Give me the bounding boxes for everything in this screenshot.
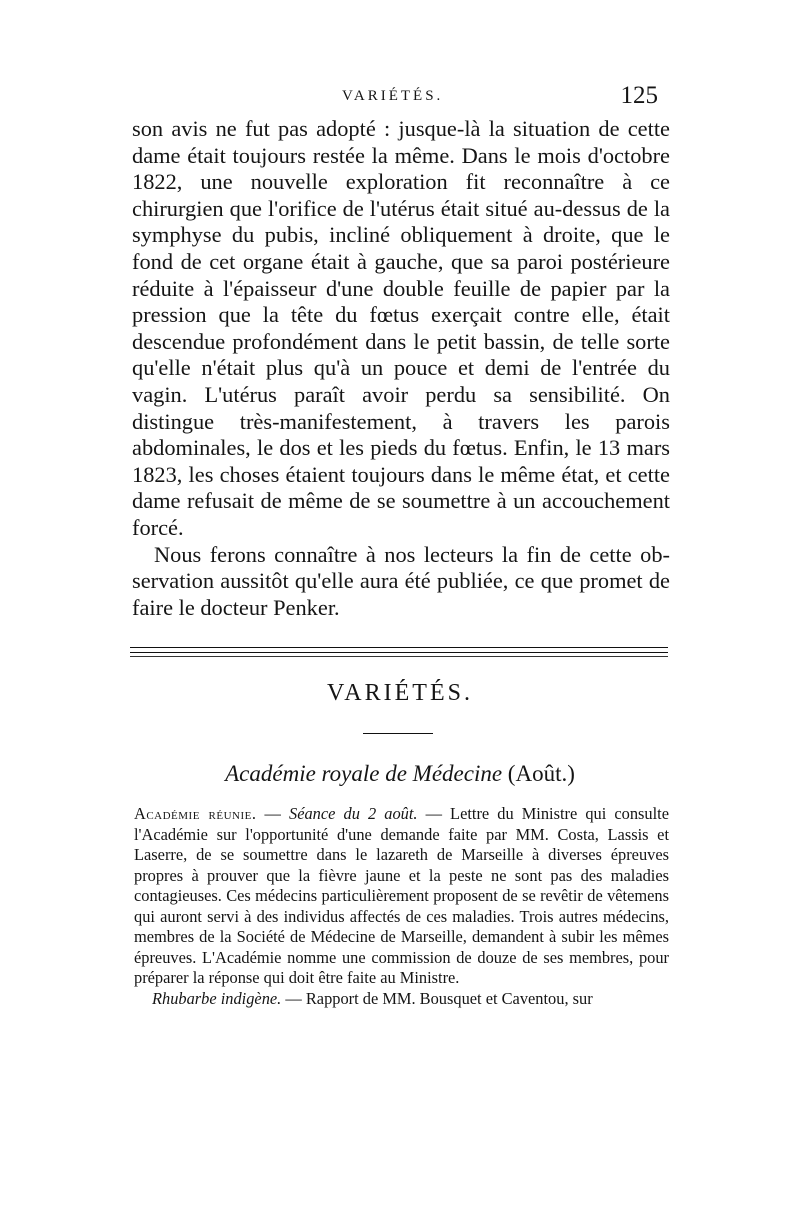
report-paragraph-rhubarb (134, 989, 669, 1010)
report-lead: Académie réunie. (134, 804, 257, 823)
section-title: VARIÉTÉS. (327, 680, 473, 706)
subsection-title-italic: Académie royale de Médecine (225, 761, 503, 786)
subsection-title (0, 761, 800, 787)
report-session-text: — Lettre du Ministre qui consulte l'Académie sur l'opportunité d'une demande faite par MM. Costa, Lassis et Laserre, de se soumettre dans le lazareth de Marseille à diverses épreuves propres à prouver que la fièvre jaune et la peste ne sont pas des maladies contagieuses. Ces médecins particulièrement proposent de se revêtir de vêtemens qui auront servi à des individus affectés de ces maladies. Trois autres médecins, membres de la Société de Médecine de Marseille, demandent à subir les mêmes épreuves. L'Académie nomme une commission de douze de ses membres, pour préparer la réponse qui doit être faite au Ministre. (134, 804, 670, 987)
main-text-block (132, 116, 670, 621)
title-underline-rule (363, 733, 433, 734)
paragraph-continuation: son avis ne fut pas adopté : jusque-là la situation de cette dame était toujours restée la même. Dans le mois d'octobre 1822, une nouvelle exploration fit reconnaître à ce chirurgien que l'orifice de l'utérus était situé au-dessus de la symphyse du pubis, incliné obliquement à droite, que le fond de cet organe était à gauche, que sa paroi postérieure réduite à l'épaisseur d'une double feuille de papier par la pression que la tête du fœtus exerçait contre elle, était descendue profondément dans le petit bassin, de telle sorte qu'elle n'était plus qu'à un pouce et demi de l'entrée du vagin. L'utérus paraît avoir perdu sa sensibilité. On distingue très-manifestement, à travers les parois abdominales, le dos et les pieds du fœtus. Enfin, le 13 mars 1823, les choses étaient toujours dans le même état, et cette dame refusait de même de se soumettre à un accouchement forcé. (132, 116, 670, 540)
page-number: 125 (620, 82, 658, 109)
subsection-title-month: (Août.) (502, 761, 575, 786)
running-title: VARIÉTÉS. (342, 88, 444, 104)
report-lead-dash: — (256, 804, 290, 823)
paragraph-closing: Nous ferons connaître à nos lecteurs la fin de cette observation aussitôt qu'elle aura été publiée, ce que promet de faire le docteur Penker. (132, 541, 670, 620)
academy-report (134, 804, 669, 1009)
rhubarb-text: — Rapport de MM. Bousquet et Caventou, sur (281, 988, 593, 1008)
session-date: Séance du 2 août. (289, 804, 418, 823)
section-divider-rule (130, 647, 668, 656)
report-paragraph-session (134, 804, 669, 989)
running-head (132, 82, 660, 112)
rhubarb-heading: Rhubarbe indigène. (152, 988, 282, 1008)
